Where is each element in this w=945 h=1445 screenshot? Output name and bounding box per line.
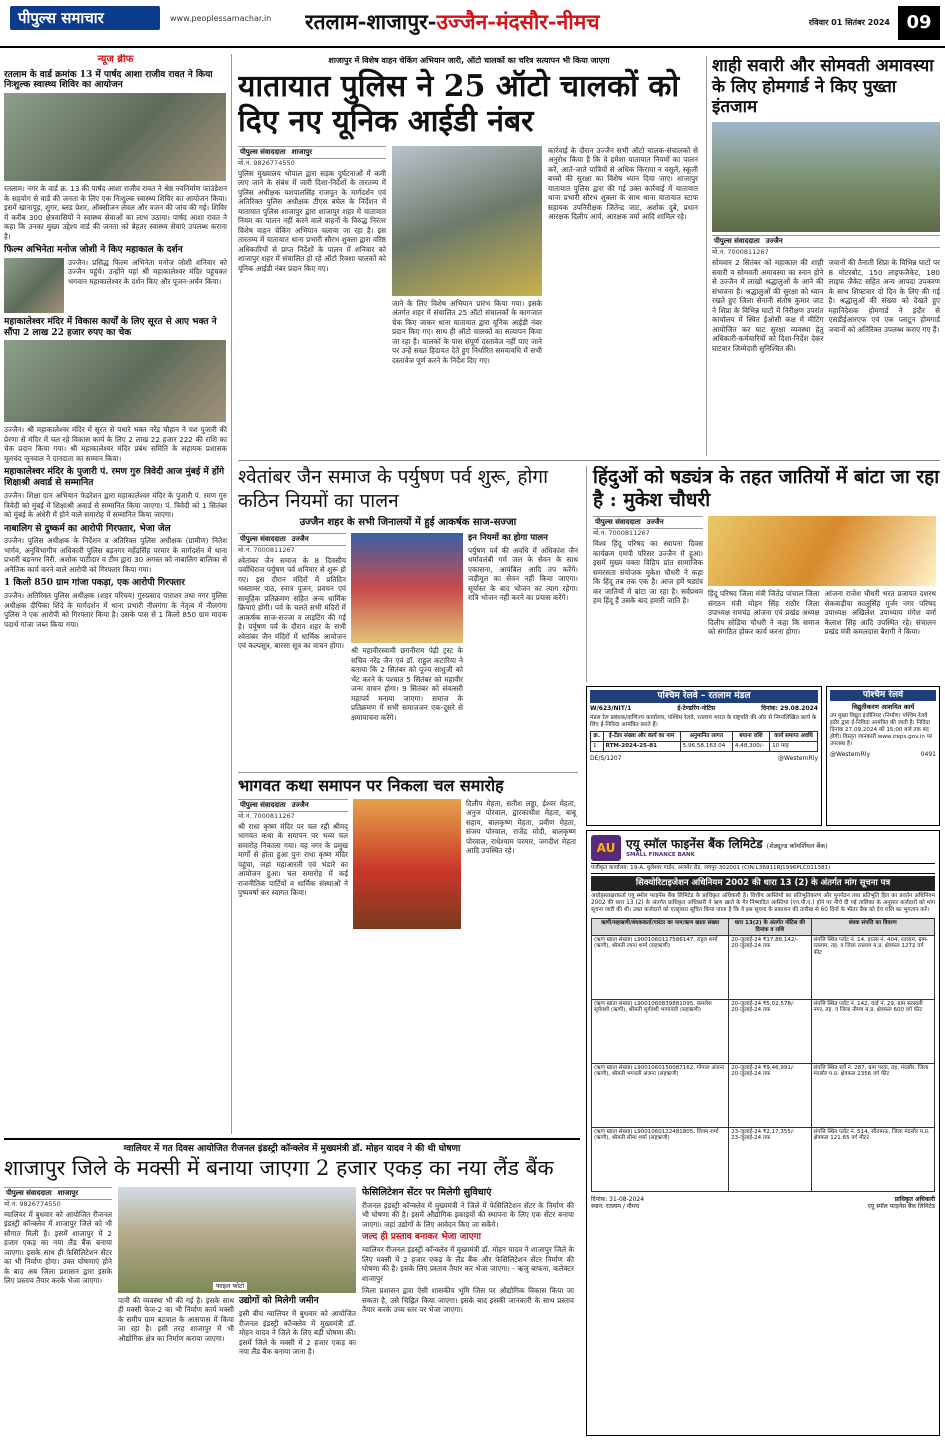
homeguard-body: सोमवार 2 सितंबर को महाकाल की शाही सवारी व सोमवती अमावस्या का स्नान होने से उज्जैन में लाखों श्रद्धालुओं के आने की संभावना है। श्रद्धालुओं की सुरक्षा को ध्यान रखते हुए जिला सेनानी संतोष कुमार जाट ने शिप्रा के विभिन्न घाटों में निरीक्षण उपरांत कार्यालय में स्थित ईओसी कक्ष में मीटिंग आयोजित कर घाट सुरक्षा व्यवस्था हेतु अधिकारी-कर्मचारियों को दिशा-निर्देश देकर घाटवार जिम्मेदारी सुनिश्चित की।: [712, 258, 824, 353]
au-bank-col-notice: धारा 13(2) के अंतर्गत नोटिस की दिनांक व राशि: [729, 918, 811, 935]
homeguard-headline: शाही सवारी और सोमवती अमावस्या के लिए होमगार्ड ने किए पुख्ता इंतजाम: [712, 56, 934, 118]
homeguard-body-2: जवानों की तैनाती शिप्रा के विभिन्न घाटों पर 8 मोटरबोट, 150 लाइफजैकेट, 180 लाइफ जैकेट सहित अन्य आपदा उपकरण के साथ शिफ्टवार दो दिन के लिए की गई है। श्रद्धालुओं की संख्या को देखते हुए महानिदेशक होमगार्ड ने इंदौर से एसडीईआरएफ एवं एक प्लाटून होमगार्ड जवानों को अतिरिक्त उपलब्ध कराए गए हैं।: [828, 258, 940, 334]
railway-col-cost: अनुमानित लागत: [680, 732, 732, 742]
jain-headline: श्वेतांबर जैन समाज के पर्युषण पर्व शुरू, होगा कठिन नियमों का पालन: [238, 466, 548, 512]
brief-5-body: उज्जैन। पुलिस अधीक्षक के निर्देशन व अतिरिक्त पुलिस अधीक्षक (ग्रामीण) नितेश भार्गव, अनुविभागीय अधिकारी पुलिस बड़नगर महेंद्रसिंह परमार के मार्गदर्शन में थाना प्रभारी बड़नगर निरी. अशोक पाटीदार व टीम द्वारा 30 अगस्त को नाबालिग बालिका से अनैतिक कार्य करने वाले आरोपी को गिरफ्तार किया गया।: [4, 536, 227, 574]
landbank-place: शाजापुर: [57, 1188, 79, 1197]
bhagwat-mobile: मो.नं. 7000811267: [238, 811, 295, 820]
landbank-body: ग्वालियर में बुधवार को आयोजित रीजनल इंडस्ट्री कॉन्क्लेव में शाजापुर जिले को भी सौगात मिली है। इसमें शाजापुर में 2 हजार एकड़ का नया लैंड बैंक बनाया जाएगा। इसके साथ ही फेसिलिटेशन सेंटर का भी निर्माण होगा। उक्त घोषणाएं होने के बाद अब जिला प्रशासन द्वारा इसके लिए प्रस्ताव तैयार करके भेजा जाएगा।: [4, 1209, 112, 1286]
au-row-date: 23-जुलाई-24 ₹2,17,355/- 23-जुलाई-24 तक: [729, 1127, 811, 1191]
masthead-date: रविवार 01 सितंबर 2024: [808, 18, 890, 27]
hindu-body-2: हिंदू परिषद जिला मंत्री जितेंद्र पांचाल जिला संगठन मंत्री मोहन सिंह राठौर जिला उपाध्यक्ष रामचंद्र आंजना एवं प्रखंड अध्यक्ष दिलीप सोडिया चौधरी ने कहा कि समाज को संगठित होकर कार्य करना होगा।: [708, 589, 820, 637]
hindu-body-3: आंजना राजेश चौधरी भरत प्रजापत दशरथ सेकवाड़ीया कालूसिंह गुर्जर नगर परिषद उपाध्यक्ष अखिलेश उपाध्याय मंगेश वर्मा कैलाश सिंह आदि उपस्थित रहे। संचालन प्रखंड मंत्री कमलदास बैरागी ने किया।: [824, 589, 936, 637]
hindu-story: [586, 466, 940, 682]
au-row-name: (ऋण खाता संख्या) L9001060122481805, शिवम शर्मा (ऋणी), श्रीमती सीमा शर्मा (सहऋणी): [592, 1127, 729, 1191]
lead-kicker: शाजापुर में विशेष वाहन चेकिंग अभियान जारी, ऑटो चालकों का चरित्र सत्यापन भी किया जाएगा: [328, 56, 610, 65]
hindu-byline: पीपुल्स संवाददाता उज्जैन: [593, 516, 703, 529]
railway-tender-ad: [586, 686, 822, 826]
landbank-kicker: ग्वालियर में गत दिवस आयोजित रीजनल इंडस्ट्री कॉन्क्लेव में मुख्यमंत्री डॉ. मोहन यादव ने की थी घोषणा: [123, 1144, 461, 1154]
brief-2-body: उज्जैन। प्रसिद्ध फिल्म अभिनेता मनोज जोशी शनिवार को उज्जैन पहुंचे। उन्होंने यहां श्री महाकालेश्वर मंदिर पहुंचकर भगवान महाकालेश्वर के दर्शन किए और पूजन-अर्चन किया।: [68, 257, 227, 286]
brief-6-body: उज्जैन। अतिरिक्त पुलिस अधीक्षक (शहर परिचय) गुरुप्रसाद पाराशर तथा नगर पुलिस अधीक्षक दीपिका शिंदे के मार्गदर्शन में थाना प्रभारी नीलगंगा के नेतृत्व में नीलगंगा पुलिस ने एक आरोपी को गिरफ्तार किया है। उसके पास से 1 किलो 850 ग्राम मादक पदार्थ गांजा जब्त किया गया।: [4, 591, 227, 629]
jain-byline: पीपुल्स संवाददाता उज्जैन: [238, 533, 346, 546]
masthead-website[interactable]: www.peoplessamachar.in: [170, 14, 272, 23]
landbank-byline: पीपुल्स संवाददाता शाजापुर: [4, 1187, 112, 1200]
au-bank-signatory: प्राधिकृत अधिकारी: [894, 1195, 935, 1203]
lead-headline: यातायात पुलिस ने 25 ऑटो चालकों को दिए नए यूनिक आईडी नंबर: [238, 69, 680, 140]
au-bank-notice-title: सिक्योरिटाइजेशन अधिनियम 2002 की धारा 13 (2) के अंतर्गत मांग सूचना पत्र: [591, 876, 935, 891]
railway-small-ad: [826, 686, 940, 826]
railway-small-handle[interactable]: @WesternRly: [830, 751, 870, 759]
au-row-name: (ऋण खाता संख्या) L9001060117586147, राहुल शर्मा (ऋणी), श्रीमती रचना शर्मा (सहऋणी): [592, 935, 729, 999]
au-bank-title-sub: (शेड्यूल्ड कॉमर्शियल बैंक): [766, 842, 828, 851]
landbank-body-3: इसी बीच ग्वालियर में बुधवार को आयोजित रीजनल इंडस्ट्री कॉन्क्लेव में मुख्यमंत्री डॉ. मोहन यादव ने जिले के लिए बड़ी घोषणा की। इसमें जिले के मक्सी में 2 हजार एकड़ का नया लैंड बैंक बनाया जाना है।: [239, 1309, 356, 1357]
jain-body-2: श्री महावीरस्वामी छगनीराम पेढ़ी ट्रस्ट के सचिव नरेंद्र जैन एवं डॉ. राहुल कटारिया ने बताया कि 2 सितंबर को पूज्य साधुजी को भेंट करने के पश्चात 5 सितंबर को महावीर जन्म वाचन होगा। 9 सितंबर को संवत्सरी महापर्व मनाया जाएगा। समाज के प्रतिक्रमण में सभी समाजजन एक-दूसरे से क्षमायाचना करेंगे।: [351, 646, 463, 722]
jain-box-body: पर्युषण पर्व की अवधि में अधिकांश जैन धर्मावलंबी गर्म जल के सेवन के साथ एकासना, आयंबिल आदि तप करेंगे। जड़ीमूल का सेवन नहीं किया जाएगा। सूर्यास्त के बाद भोजन का त्याग रहेगा। रात्रि भोजन नहीं करने का प्रयास करेंगे।: [468, 545, 578, 603]
hindu-headline: हिंदुओं को षड्यंत्र के तहत जातियों में बांटा जा रहा है : मुकेश चौधरी: [593, 466, 940, 512]
news-brief-column: [4, 54, 232, 1134]
hindu-body: विश्व हिंदू परिषद का स्थापना दिवस कार्यक्रम एमपी परिसर उज्जैन में हुआ। इसमें मुख्य वक्ता विहिप प्रांत सामाजिक समरसता संयोजक मुकेश चौधरी ने कहा कि हिंदू तब तक एक है। आज हमें षड्यंत्र कर जातियों में बांटा जा रहा है। सर्वप्रथम हम हिंदू हैं उसके बाद हमारी जाति है।: [593, 539, 703, 606]
railway-footer: DE/S/1207: [590, 755, 622, 763]
hindu-photo: [708, 516, 936, 586]
lead-mobile: मो.नं. 9826774550: [238, 158, 295, 167]
lead-byline: पीपुल्स संवाददाता शाजापुर: [238, 146, 386, 159]
railway-small-title: पश्चिम रेलवे: [830, 690, 936, 701]
masthead: [0, 0, 945, 48]
railway-body: मंडल रेल प्रबंधक/वाणिज्य कार्यालय, पश्चिम रेलवे, रतलाम भारत के राष्ट्रपति की ओर से निम्नलिखित कार्य के लिए ई-निविदा आमंत्रित करते हैं।: [590, 714, 817, 728]
au-row-property: संपत्ति स्थित प्लॉट नं. 514, सीतामऊ, जिला मंदसौर म.प्र. क्षेत्रफल 121.65 वर्ग मीटर: [811, 1127, 935, 1191]
brief-3-photo: [4, 340, 226, 422]
railway-row-period: 10 माह: [770, 742, 818, 752]
au-row-date-2: 23-जुलाई-24 तक: [731, 1135, 771, 1142]
au-row-date: 20-जुलाई-24 ₹5,02,578/- 20-जुलाई-24 तक: [729, 999, 811, 1063]
lead-story: [238, 56, 700, 456]
table-row: [592, 1063, 935, 1127]
brief-6-headline: 1 किलो 850 ग्राम गांजा पकड़ा, एक आरोपी गिरफ्तार: [4, 578, 185, 589]
au-row-property: संपत्ति स्थित सर्वे नं. 287, ग्राम परवा, तह. मंदसौर, जिला मंदसौर म.प्र. क्षेत्रफल 2356 वर्ग फीट: [811, 1063, 935, 1127]
table-row: [592, 935, 935, 999]
au-bank-col-property: बंधक संपत्ति का विवरण: [811, 918, 935, 935]
table-row: [592, 999, 935, 1063]
railway-handle[interactable]: @WesternRly: [778, 755, 818, 763]
landbank-body-2: पानी की व्यवस्था भी की गई है। इसके साथ ही मक्सी फेज-2 का भी निर्माण कार्य मक्सी के समीप ग्राम बटवाल के आसपास में किया जा रहा है। इसी तरह शाजापुर में भी औद्योगिक क्षेत्र का निर्माण कराया जाएगा।: [118, 1295, 234, 1343]
au-bank-logo-sub: SMALL FINANCE BANK: [626, 852, 695, 859]
homeguard-story: [706, 56, 940, 456]
landbank-headline: शाजापुर जिले के मक्सी में बनाया जाएगा 2 हजार एकड़ का नया लैंड बैंक: [4, 1156, 554, 1181]
table-row: [592, 1127, 935, 1191]
edition-title-black: रतलाम-शाजापुर-: [305, 9, 437, 34]
au-row-date-2: 20-जुलाई-24 तक: [731, 1071, 771, 1078]
au-row-date: 20-जुलाई-24 ₹17,88,142/- 20-जुलाई-24 तक: [729, 935, 811, 999]
jain-subhead: उज्जैन शहर के सभी जिनालयों में हुई आकर्षक साज-सज्जा: [299, 516, 517, 528]
table-row: [591, 742, 818, 752]
landbank-mobile: मो.नं. 9826774550: [4, 1199, 61, 1208]
railway-row-cost: 5,96,58,163.04: [680, 742, 732, 752]
railway-subtitle: ई-टेण्डरिंग-नोटिस: [677, 705, 716, 713]
edition-title-red: उज्जैन-मंदसौर-नीमच: [436, 9, 600, 34]
edition-title: [305, 6, 825, 38]
railway-small-body: उप मुख्य विद्युत इंजीनियर (निर्माण) पश्चिम रेलवे इंदौर द्वारा ई-निविदा आमंत्रित की जाती है। निविदा दिनांक 27.09.2024 को 15:00 बजे तक बंद होगी। विस्तृत जानकारी www.ireps.gov.in पर उपलब्ध है।: [830, 713, 933, 748]
lead-body: पुलिस मुख्यालय भोपाल द्वारा सड़क दुर्घटनाओं में कमी लाए जाने के संबंध में जारी दिशा-निर्देशों के तारतम्य में पुलिस अधीक्षक यशपालसिंह राजपूत के मार्गदर्शन एवं अतिरिक्त पुलिस अधीक्षक टीएस बघेल के निर्देशन में यातायात पुलिस शाजापुर द्वारा शाजापुर शहर में यातायात नियम का पालन नहीं करने वाले वाहनों के विरुद्ध निरंतर विशेष वाहन चेकिंग अभियान चलाया जा रहा है। इस तारतम्य में यातायात थाना प्रभारी सौरभ शुक्ला द्वारा वरिष्ठ अधिकारियों से प्राप्त निर्देशों के पालन में शनिवार को शाजापुर शहर में संचालित हो रहे ऑटो रिक्शा चालकों को यूनिक आईडी नंबर प्रदान किए गए।: [238, 168, 386, 273]
jain-mobile: मो.नं. 7000811267: [238, 545, 295, 554]
lead-photo: [392, 146, 542, 296]
au-bank-ad: [586, 830, 940, 1436]
hindu-mobile: मो.नं. 7000811267: [593, 529, 650, 538]
landbank-body-4: जिला प्रशासन द्वारा ऐसी शासकीय भूमि जिस पर औद्योगिक विकास किया जा सकता है, उसे चिह्नित किया जाएगा। इसके बाद इसकी जानकारी के साथ प्रस्ताव तैयार करके उच्च स्तर पर भेजा जाएगा।: [362, 1286, 574, 1315]
au-bank-title: एयू स्मॉल फाइनेंस बैंक लिमिटेड: [626, 837, 763, 852]
landbank-subhead: उद्योगों को मिलेगी जमीन: [239, 1295, 319, 1306]
railway-col-period: कार्य समाप्त अवधि: [770, 732, 818, 742]
au-row-property: संपत्ति स्थित प्लॉट नं. 142, वार्ड नं. 29, ग्राम सरस्वती नगर, तह. व जिला नीमच म.प्र. क्षेत्रफल 600 वर्ग फीट: [811, 999, 935, 1063]
railway-small-subtitle: विद्युतीकरण आशयित कार्य: [851, 703, 915, 712]
brief-2-headline: फिल्म अभिनेता मनोज जोशी ने किए महाकाल के दर्शन: [4, 245, 183, 256]
brief-5-headline: नाबालिग से दुष्कर्म का आरोपी गिरफ्तार, भेजा जेल: [4, 523, 171, 534]
railway-title: पश्चिम रेलवे – रतलाम मंडल: [590, 690, 818, 703]
brief-1-headline: रतलाम के वार्ड क्रमांक 13 में पार्षद आशा राजीव रावत ने किया निःशुल्क स्वास्थ्य शिविर का आयोजन: [4, 69, 213, 91]
divider-lead: [238, 460, 940, 461]
brief-4-headline: महाकालेश्वर मंदिर के पुजारी पं. रमण गुरु त्रिवेदी आज मुंबई में होंगे शिक्षाश्री अवार्ड से सम्मानित: [4, 467, 225, 489]
jain-body: श्वेतांबर जैन समाज के 8 दिवसीय पर्वाधिराज पर्युषण पर्व शनिवार से शुरू हो गए। इस दौरान मंदिरों में प्रतिदिन भक्तामर पाठ, स्नात्र पूजन, प्रवचन एवं सामूहिक प्रतिक्रमण सहित अन्य धार्मिक क्रियाएं होंगी। पर्व के चलते सभी मंदिरों में आकर्षक साज-सज्जा व लाइटिंग की गई है। पर्युषण पर्व के दौरान शहर के सभी श्वेतांबर जैन मंदिरों में धार्मिक आयोजन एवं कल्पसूत्र, बारसा सूत्र का वाचन होगा।: [238, 555, 346, 651]
railway-small-code: 0491: [920, 751, 936, 759]
railway-table-header: [591, 732, 818, 742]
railway-row-tender: RTM-2024-25-81: [603, 742, 680, 752]
homeguard-photo: [712, 122, 940, 232]
brief-3-headline: महाकालेश्वर मंदिर में विकास कार्यों के लिए सूरत से आए भक्त ने सौंपा 2 लाख 22 हजार रुपए का चेक: [4, 316, 217, 338]
bhagwat-photo: [353, 799, 461, 929]
au-bank-body: अधोहस्ताक्षरकर्ता एयू स्मॉल फाइनेंस बैंक लिमिटेड के प्राधिकृत अधिकारी है। वित्तीय आस्तियों का प्रतिभूतिकरण और पुनर्गठन तथा प्रतिभूति हित का प्रवर्तन अधिनियम 2002 की धारा 13 (2) के अंतर्गत प्राधिकृत अधिकारी ने ऋण खाते के गैर निष्पादित आस्तियां (एन.पी.ए.) होने पर नीचे दी गई तालिका के अनुसार कर्जदारों को मांग सूचना जारी की थी। उक्त कर्जदारों को एतद्द्वारा सूचित किया जाता है कि वे इस सूचना के प्रकाशन की तारीख से 60 दिनों के भीतर बैंक को देय राशि का भुगतान करें।: [591, 892, 935, 914]
au-bank-logo: AU: [591, 835, 621, 861]
landbank-quote-body: ग्वालियर रीजनल इंडस्ट्री कॉन्क्लेव में मुख्यमंत्री डॉ. मोहन यादव ने शाजापुर जिले के लिए मक्सी में 2 हजार एकड़ के लैंड बैंक और फेसिलिटेशन सेंटर निर्माण की घोषणा की है। इसके लिए प्रस्ताव तैयार कर भेजा जाएगा। - ऋजु बाफना, कलेक्टर शाजापुर: [362, 1245, 574, 1283]
news-brief-tag: न्यूज ब्रीफ: [97, 54, 134, 65]
au-row-name: (ऋण खाता संख्या) L9001060839881095, कमलेश सूर्यवंशी (ऋणी), श्रीमती सूर्यवंशी भाग्यवंती (सहऋणी): [592, 999, 729, 1063]
au-bank-col-borrower: ऋणी/सहऋणी/बंधककर्ता/गारंटर का नाम/ऋण खाता संख्या: [592, 918, 729, 935]
au-bank-signatory-sub: एयू स्मॉल फाइनेंस बैंक लिमिटेड: [867, 1203, 935, 1211]
hindu-place: उज्जैन: [646, 518, 664, 527]
railway-ref: W/623/NIT/1: [590, 705, 632, 713]
brief-4-body: उज्जैन। शिक्षा दान अभियान फेडरेशन द्वारा महाकालेश्वर मंदिर के पुजारी पं. रमण गुरु त्रिवेदी को मुंबई में शिक्षाश्री अवार्ड से सम्मानित किया जाएगा। पं. त्रिवेदी को 1 सितंबर को मुंबई के अंधेरी में होने वाले समारोह में सम्मानित किया जाएगा।: [4, 491, 227, 520]
page-number: 09: [898, 6, 940, 40]
lead-body-2: जाने के लिए विशेष अभियान प्रारंभ किया गया। इसके अंतर्गत शहर में संचालित 25 ऑटो संचालकों के कागजात चेक किए जाकर थाना यातायात द्वारा यूनिक आईडी नंबर प्रदान किए गए। साथ ही ऑटो चालकों का सत्यापन किया जा रहा है। चालकों के पास संपूर्ण दस्तावेज नहीं पाए जाने पर उन्हें सख्त हिदायत देते हुए निर्धारित समयावधि में सभी दस्तावेज पूर्ण करने के निर्देश दिए गए।: [392, 298, 542, 365]
railway-table: [590, 731, 818, 752]
railway-col-tender: ई-टेंडर संख्या और कार्य का नाम: [603, 732, 680, 742]
bhagwat-story: [238, 772, 578, 948]
railway-col-no: क्र.: [591, 732, 604, 742]
bhagwat-headline: भागवत कथा समापन पर निकला चल समारोह: [238, 776, 504, 795]
lead-place: शाजापुर: [291, 147, 313, 156]
brief-1-body: रतलाम। नगर के वार्ड क्र. 13 की पार्षद आशा राजीव रावत ने श्रेष्ठ नवनिर्माण फाउंडेशन के सहयोग से वार्ड की जनता के लिए एक निःशुल्क स्वास्थ्य शिविर का आयोजन किया। इसमें खानापूड़, शुगर, ब्लड प्रेशर, ऑक्सीजन लेवल और वजन की जांच की गई। शिविर में करीब 300 क्षेत्रवासियों ने स्वास्थ्य सेवाओं का लाभ उठाया। पार्षद आशा रावत ने कहा कि उनका मुख्य उद्देश्य वार्ड की जनता को बेहतर स्वास्थ्य सेवाएं उपलब्ध कराना है।: [4, 184, 227, 241]
lead-body-3: कार्रवाई के दौरान उज्जैन सभी ऑटो चालक-संचालकों से अनुरोध किया है कि वे हमेशा यातायात नियमों का पालन करें, आते-जाते यात्रियों से अधिक किराया न वसूलें, स्कूली बच्चों की सुरक्षा का विशेष ध्यान दिया जाए। शाजापुर यातायात पुलिस द्वारा की गई उक्त कार्रवाई में यातायात थाना प्रभारी सौरभ शुक्ला के साथ थाना यातायात स्टाफ सहायक उपनिरीक्षक जितेन्द्र जाट, अशोक दुबे, प्रधान आरक्षक दिलीप आर्य, आरक्षक वर्मा आदि शामिल रहे।: [548, 145, 698, 222]
brief-1-photo: [4, 93, 226, 181]
homeguard-byline: पीपुल्स संवाददाता उज्जैन: [712, 235, 940, 248]
bhagwat-byline: पीपुल्स संवाददाता उज्जैन: [238, 799, 348, 812]
landbank-box-body: रीजनल इंडस्ट्री कॉन्क्लेव में मुख्यमंत्री ने जिले में फेसिलिटेशन सेंटर के निर्माण की भी घोषणा की है। इसमें औद्योगिक इकाइयों की स्थापना के लिए एक सेंटर बनाया जाएगा। जहां उद्योगों के लिए आवेदन किए जा सकेंगे।: [362, 1200, 574, 1229]
au-row-property: संपत्ति स्थित प्लॉट नं. 14, हाउस नं. 404, रतलाम, ग्राम-रतलाम, तह. व जिला रतलाम म.प्र. क्षेत्रफल 1272 वर्ग फीट: [811, 935, 935, 999]
homeguard-mobile: मो.नं. 7000811267: [712, 247, 769, 256]
bhagwat-body: श्री राधा कृष्ण मंदिर पर चल रही श्रीमद् भागवत कथा के समापन पर भव्य चल समारोह निकाला गया। यह नगर के प्रमुख मार्गों से होता हुआ पुनः राधा कृष्ण मंदिर पहुंचा, जहां महाआरती एवं भंडारे का आयोजन हुआ। चल समारोह में कई राजनीतिक पार्टियों व धार्मिक संस्थाओं ने पुष्पवर्षा कर स्वागत किया।: [238, 821, 348, 898]
landbank-story: [4, 1138, 580, 1438]
brief-2-photo: [4, 258, 64, 313]
masthead-logo: पीपुल्स समाचार: [10, 6, 160, 30]
au-bank-sign-place: स्थान: रतलाम / नीमच: [591, 1203, 640, 1211]
au-bank-table-header: [592, 918, 935, 935]
au-row-date: 20-जुलाई-24 ₹9,46,991/- 20-जुलाई-24 तक: [729, 1063, 811, 1127]
landbank-quote-title: जल्द ही प्रस्ताव बनाकर भेजा जाएगा: [362, 1232, 481, 1243]
jain-box-title: इन नियमों का होगा पालन: [468, 533, 548, 543]
jain-photo: [351, 533, 463, 643]
railway-date: दिनांक: 29.08.2024: [761, 705, 818, 713]
au-row-name: (ऋण खाता संख्या) L9001060150087162, गोपाल अंजना (ऋणी), श्रीमती भगवती अंजना (सहऋणी): [592, 1063, 729, 1127]
homeguard-place: उज्जैन: [765, 237, 783, 246]
jain-place: उज्जैन: [291, 535, 309, 543]
railway-row-emd: 4,48,300/-: [732, 742, 769, 752]
railway-col-emd: बयाना राशि: [732, 732, 769, 742]
landbank-photo: [118, 1187, 356, 1293]
au-row-date-2: 20-जुलाई-24 तक: [731, 943, 771, 950]
bhagwat-place: उज्जैन: [291, 800, 309, 809]
au-row-date-2: 20-जुलाई-24 तक: [731, 1007, 771, 1014]
landbank-box-title: फेसिलिटेशन सेंटर पर मिलेगी सुविधाएं: [362, 1186, 492, 1198]
landbank-photo-caption: फाइल फोटो: [213, 1282, 247, 1290]
au-bank-address: पंजीकृत कार्यालय: 19-A, धुलेश्वर गार्डन, अजमेर रोड, जयपुर-302001 (CIN:L36911RJ1996PLC011381): [591, 863, 935, 874]
bhagwat-body-2: दिलीप मेहता, सतीश लड्डा, ईश्वर मेहता, अनुज पोरवाल, द्वारकाधीश मेहता, बाबू सहाय, बालकृष्ण मेहता, प्रवीण मेहता, संजय पोरवाल, राजेंद्र मोदी, बालकृष्ण पोरवाल, राधेश्याम परमार, जगदीश मेहता आदि उपस्थित रहे।: [466, 798, 576, 856]
au-bank-sign-date: दिनांक: 31-08-2024: [591, 1195, 645, 1203]
railway-row-no: 1: [591, 742, 604, 752]
brief-3-body: उज्जैन। श्री महाकालेश्वर मंदिर में सूरत से पधारे भक्त नरेंद्र चौहान ने यश पुजारी की प्रेरणा से मंदिर में चल रहे विकास कार्य के लिए 2 लाख 22 हजार 222 की राशि का चेक प्रदान किया गया। श्री महाकालेश्वर मंदिर प्रबंध समिति के सहायक प्रशासक मूलचंद जूनवाल ने दानदाता का सम्मान किया।: [4, 425, 227, 463]
jain-story: [238, 466, 578, 766]
au-bank-table: [591, 918, 935, 1192]
